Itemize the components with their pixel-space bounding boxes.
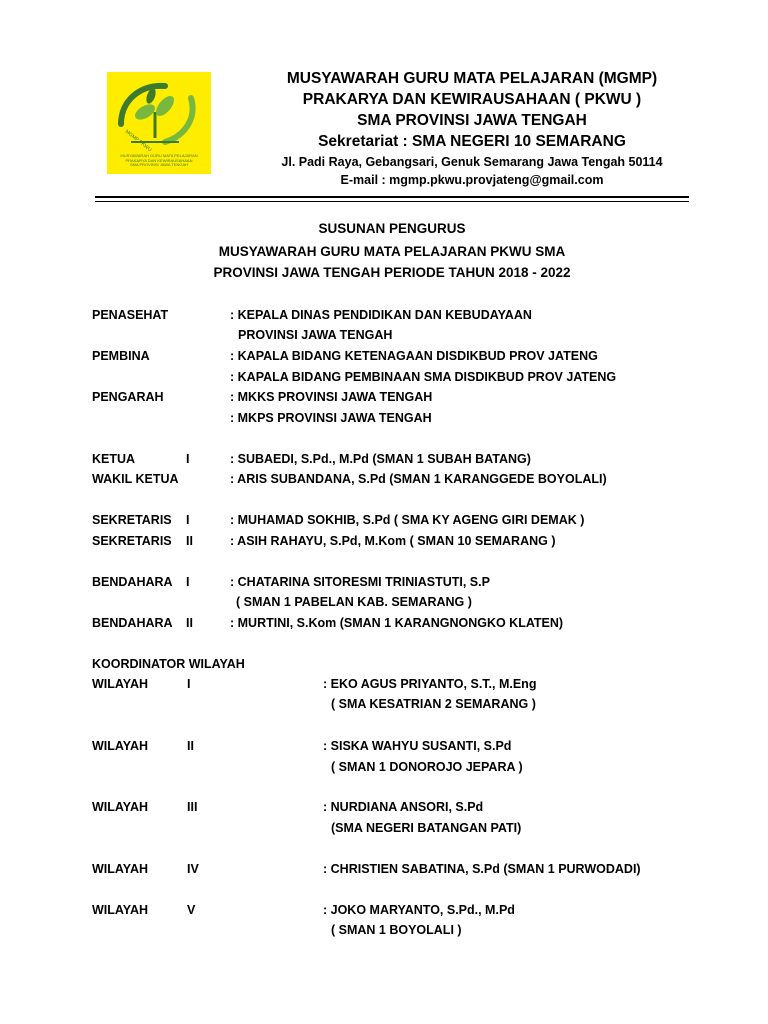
wilayah-4-num: IV bbox=[187, 862, 199, 876]
bendahara-2-num: II bbox=[186, 616, 193, 630]
penasehat-value-cont: PROVINSI JAWA TENGAH bbox=[238, 328, 393, 342]
wilayah-2-num: II bbox=[187, 739, 194, 753]
wilayah-3-label: WILAYAH bbox=[92, 800, 149, 814]
sekretaris-2-num: II bbox=[186, 534, 193, 548]
bendahara-1-label: BENDAHARA bbox=[92, 575, 173, 589]
letterhead-divider-thick bbox=[95, 196, 689, 198]
sekretaris-1-value: : MUHAMAD SOKHIB, S.Pd ( SMA KY AGENG GIRI DEMAK ) bbox=[230, 513, 585, 527]
wilayah-1-num: I bbox=[187, 677, 191, 691]
logo-caption: MUSYAWARAH GURU MATA PELAJARAN PRAKARYA DAN KEWIRAUSAHAAN SMA PROVINSI JAWA TENGAH bbox=[120, 153, 198, 167]
doc-title-2: MUSYAWARAH GURU MATA PELAJARAN PKWU SMA bbox=[218, 244, 566, 259]
wilayah-4-label: WILAYAH bbox=[92, 862, 149, 876]
wilayah-4-value: : CHRISTIEN SABATINA, S.Pd (SMAN 1 PURWODADI) bbox=[323, 862, 641, 876]
wilayah-3-value: : NURDIANA ANSORI, S.Pd bbox=[323, 800, 484, 814]
letterhead-line-2: PRAKARYA DAN KEWIRAUSAHAAN ( PKWU ) bbox=[302, 91, 642, 108]
wilayah-5-value-cont: ( SMAN 1 BOYOLALI ) bbox=[331, 923, 462, 937]
penasehat-value: : KEPALA DINAS PENDIDIKAN DAN KEBUDAYAAN bbox=[230, 308, 532, 322]
wilayah-3-num: III bbox=[187, 800, 198, 814]
letterhead-address: Jl. Padi Raya, Gebangsari, Genuk Semarang Jawa Tengah 50114 bbox=[281, 155, 663, 169]
doc-title-3: PROVINSI JAWA TENGAH PERIODE TAHUN 2018 - 2022 bbox=[213, 265, 571, 280]
pembina-label: PEMBINA bbox=[92, 349, 150, 363]
letterhead-divider-thin bbox=[95, 201, 689, 202]
bendahara-1-value-cont: ( SMAN 1 PABELAN KAB. SEMARANG ) bbox=[236, 595, 472, 609]
wakil-ketua-value: : ARIS SUBANDANA, S.Pd (SMAN 1 KARANGGEDE BOYOLALI) bbox=[230, 472, 607, 486]
wilayah-1-value-cont: ( SMA KESATRIAN 2 SEMARANG ) bbox=[331, 697, 536, 711]
pembina-value-2: : KAPALA BIDANG PEMBINAAN SMA DISDIKBUD PROV JATENG bbox=[230, 370, 617, 384]
bendahara-1-num: I bbox=[186, 575, 190, 589]
letterhead-line-1: MUSYAWARAH GURU MATA PELAJARAN (MGMP) bbox=[286, 70, 658, 87]
wilayah-1-label: WILAYAH bbox=[92, 677, 149, 691]
letterhead-line-3: SMA PROVINSI JAWA TENGAH bbox=[357, 112, 587, 129]
mgmp-pkwu-logo bbox=[107, 72, 211, 174]
sekretaris-1-label: SEKRETARIS bbox=[92, 513, 172, 527]
sekretaris-2-value: : ASIH RAHAYU, S.Pd, M.Kom ( SMAN 10 SEMARANG ) bbox=[230, 534, 556, 548]
ketua-value: : SUBAEDI, S.Pd., M.Pd (SMAN 1 SUBAH BATANG) bbox=[230, 452, 531, 466]
sekretaris-1-num: I bbox=[186, 513, 190, 527]
bendahara-2-label: BENDAHARA bbox=[92, 616, 173, 630]
wilayah-5-label: WILAYAH bbox=[92, 903, 149, 917]
wilayah-3-value-cont: (SMA NEGERI BATANGAN PATI) bbox=[331, 821, 522, 835]
wilayah-2-label: WILAYAH bbox=[92, 739, 149, 753]
sekretaris-2-label: SEKRETARIS bbox=[92, 534, 172, 548]
pengarah-value-2: : MKPS PROVINSI JAWA TENGAH bbox=[230, 411, 432, 425]
letterhead-secretariat: Sekretariat : SMA NEGERI 10 SEMARANG bbox=[318, 133, 626, 150]
koordinator-heading: KOORDINATOR WILAYAH bbox=[92, 657, 245, 671]
ketua-label: KETUA bbox=[92, 452, 136, 466]
wilayah-2-value: : SISKA WAHYU SUSANTI, S.Pd bbox=[323, 739, 512, 753]
bendahara-2-value: : MURTINI, S.Kom (SMAN 1 KARANGNONGKO KLATEN) bbox=[230, 616, 564, 630]
wilayah-5-num: V bbox=[187, 903, 196, 917]
pengarah-value-1: : MKKS PROVINSI JAWA TENGAH bbox=[230, 390, 433, 404]
ketua-num: I bbox=[186, 452, 190, 466]
penasehat-label: PENASEHAT bbox=[92, 308, 169, 322]
wilayah-2-value-cont: ( SMAN 1 DONOROJO JEPARA ) bbox=[331, 760, 523, 774]
pengarah-label: PENGARAH bbox=[92, 390, 164, 404]
letterhead-email: E-mail : mgmp.pkwu.provjateng@gmail.com bbox=[340, 173, 604, 187]
wakil-ketua-label: WAKIL KETUA bbox=[92, 472, 179, 486]
pembina-value-1: : KAPALA BIDANG KETENAGAAN DISDIKBUD PROV JATENG bbox=[230, 349, 598, 363]
wilayah-1-value: : EKO AGUS PRIYANTO, S.T., M.Eng bbox=[323, 677, 537, 691]
bendahara-1-value: : CHATARINA SITORESMI TRINIASTUTI, S.P bbox=[230, 575, 490, 589]
doc-title-1: SUSUNAN PENGURUS bbox=[318, 221, 466, 236]
logo-ring-text: MGMP PKWU bbox=[123, 128, 153, 154]
wilayah-5-value: : JOKO MARYANTO, S.Pd., M.Pd bbox=[323, 903, 515, 917]
